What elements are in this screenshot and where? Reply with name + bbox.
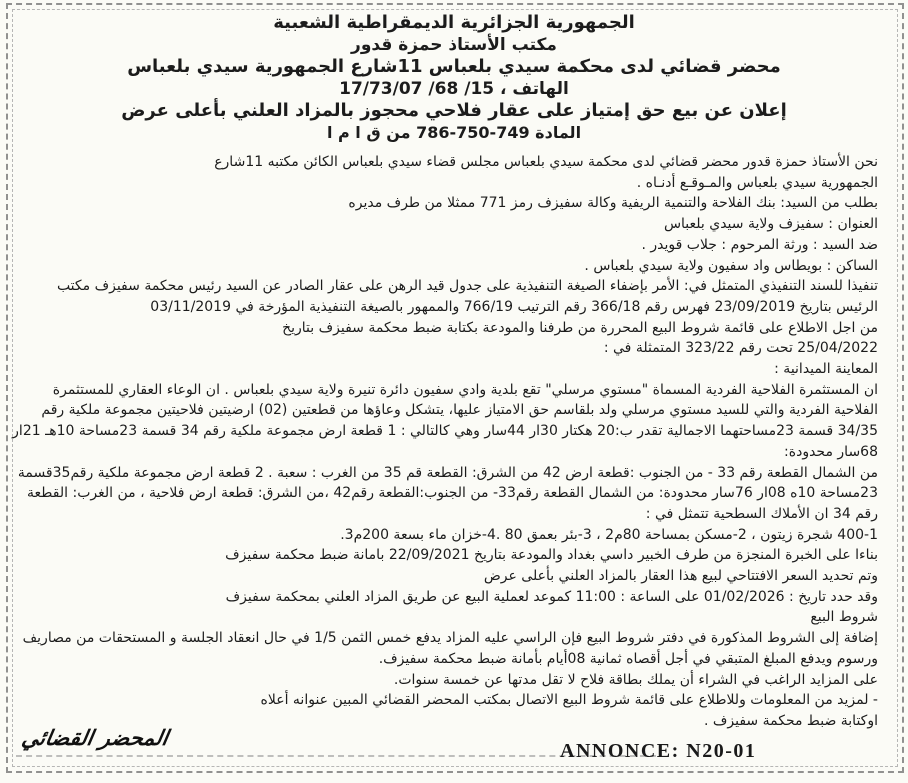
phone-line: الهاتف ، 15/ 68/ 17/73/07: [339, 79, 569, 99]
body-line: على المزايد الراغب في الشراء أن يملك بطاقة فلاح لا تقل مدتها عن خمسة سنوات.: [393, 671, 878, 688]
body-line: 25/04/2022 تحت رقم 323/22 المتمثلة في :: [603, 340, 878, 357]
body-line: - لمزيد من المعلومات وللاطلاع على قائمة شروط البيع الاتصال بمكتب المحضر القضائي المبين عنوانه أعلاه: [260, 692, 878, 709]
body-line: الرئيس بتاريخ 23/09/2019 فهرس رقم 366/18 رقم الترتيب 766/19 والممهور بالصيغة التنفيذية المؤرخة في 03/11/2019: [150, 298, 878, 315]
body-line: 23مساحة 10ه 08ار 76سار محدودة: من الشمال القطعة رقم33- من الجنوب:القطعة رقم42 ،من الشرق: قطعة ارض فلاحية ، من الغرب: القطعة: [27, 485, 878, 502]
body-line: ان المستثمرة الفلاحية الفردية المسماة "مستوي مرسلي" تقع بلدية وادي سفيون دائرة تنيرة ولاية سيدي بلعباس . ان الوعاء العقاري للمستثمرة: [52, 381, 878, 398]
body-line: رقم 34 ان الأملاك السطحية تتمثل في :: [645, 505, 878, 522]
body-line: اوكتابة ضبط محكمة سفيزف .: [703, 712, 878, 729]
body-line: وتم تحديد السعر الافتتاحي لبيع هذا العقار بالمزاد العلني بأعلى عرض: [483, 568, 878, 585]
document-body: [12, 152, 878, 732]
body-line: تنفيذا للسند التنفيذي المتمثل في: الأمر بإضفاء الصيغة التنفيذية على جدول قيد الرهن على عقار الصادر عن السيد رئيس محكمة سفيزف مكتب: [56, 278, 878, 295]
body-line: ضد السيد : ورثة المرحوم : جلاب قويدر .: [641, 236, 878, 253]
body-line: العنوان : سفيزف ولاية سيدي بلعباس: [663, 216, 878, 233]
body-line: 1‏-‏400 شجرة زيتون ، 2-مسكن بمساحة 80م2 ، 3-بئر بعمق 80 .4-خزان ماء بسعة 200م3.: [340, 526, 878, 543]
body-line: الفلاحية الفردية والتي للسيد مستوي مرسلي ولد بلقاسم حق الامتياز عليها، يتشكل وعاؤها من قطعتين (02) ارضيتين فلاحيتين مجموعة ملكية رقم: [41, 402, 878, 419]
legal-article-reference: المادة 749‏-‏750‏-‏786 من ق ا م ا: [326, 123, 582, 142]
body-line: بطلب من السيد: بنك الفلاحة والتنمية الريفية وكالة سفيزف رمز 771 ممثلا من طرف مديره: [348, 195, 878, 212]
republic-title: الجمهورية الجزائرية الديمقراطية الشعبية: [273, 12, 635, 33]
bailiff-address-line: محضر قضائي لدى محكمة سيدي بلعباس 11شارع الجمهورية سيدي بلعباس: [127, 56, 781, 77]
document-header: [30, 12, 878, 144]
body-line: نحن الأستاذ حمزة قدور محضر قضائي لدى محكمة سيدي بلعباس مجلس قضاء سيدي بلعباس الكائن مكتبه 11شارع: [214, 154, 878, 170]
body-line: إضافة إلى الشروط المذكورة في دفتر شروط البيع فإن الراسي عليه المزاد يدفع خمس الثمن 1/5 في حال انعقاد الجلسة و المستحقات من مصاريف: [22, 630, 878, 647]
body-line: المعاينة الميدانية :: [774, 361, 878, 378]
body-line: بناءا على الخبرة المنجزة من طرف الخبير داسي بغداد والمودعة بتاريخ 22/09/2021 بامانة ضبط محكمة سفيزف: [225, 547, 878, 564]
body-line: الجمهورية سيدي بلعباس والمـوقـع أدنـاه .: [636, 174, 878, 191]
body-line: من الشمال القطعة رقم 33 - من الجنوب :قطعة ارض 42 من الشرق: القطعة قم 35 من الغرب : سعبة . 2 قطعة ارض مجموعة ملكية رقم35قسمة: [17, 464, 878, 481]
body-line: شروط البيع: [810, 609, 878, 626]
bailiff-signature: المحضر القضائي: [19, 726, 170, 750]
body-line: الساكن : بويطاس واد سفيون ولاية سيدي بلعباس .: [584, 257, 878, 274]
announcement-title: إعلان عن بيع حق إمتياز على عقار فلاحي محجوز بالمزاد العلني بأعلى عرض: [121, 100, 787, 121]
body-line: 68سار محدودة:: [784, 443, 878, 460]
body-line: ورسوم ويدفع المبلغ المتبقي في أجل أقصاه ثمانية 08أيام بأمانة ضبط محكمة سفيزف.: [378, 650, 878, 667]
body-line: وقد حدد تاريخ : 01/02/2026 على الساعة : 11:00 كموعد لعملية البيع عن طريق المزاد العلني بمحكمة سفيزف: [225, 588, 878, 605]
annonce-reference: ANNONCE: N20-01: [560, 740, 757, 762]
office-name: مكتب الأستاذ حمزة قدور: [351, 35, 557, 55]
body-line: 34/35 قسمة 23مساحتهما الاجمالية تقدر ب:20 هكتار 30ار 44سار وهي كالتالي : 1 قطعة ارض مجموعة ملكية رقم 34 قسمة 23مساحة 10هـ 21ار: [12, 423, 878, 440]
body-line: من اجل الاطلاع على قائمة شروط البيع المحررة من طرفنا والمودعة بكتابة ضبط محكمة سفيزف بتاريخ: [282, 319, 878, 336]
